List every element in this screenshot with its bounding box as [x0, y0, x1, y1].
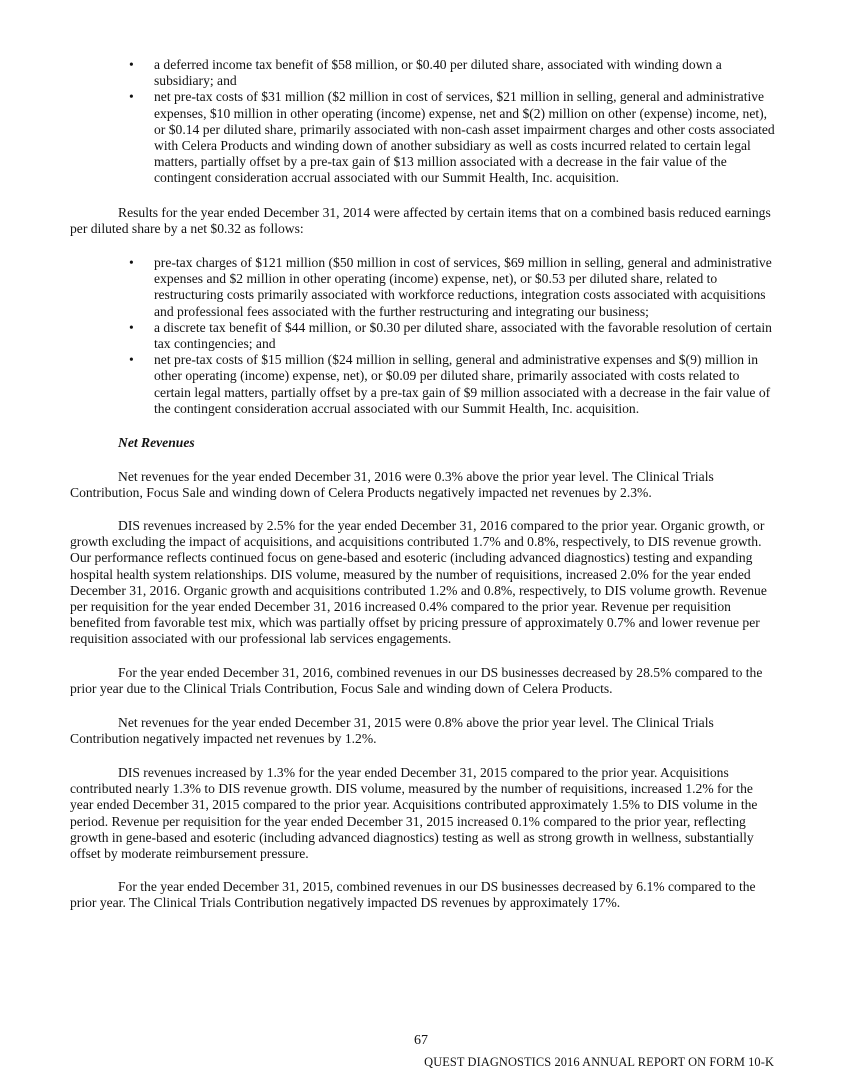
bullet-item: [129, 57, 779, 89]
bullet-item: [129, 352, 779, 417]
bullet-mark: •: [129, 57, 134, 72]
page-number: 67: [414, 1033, 428, 1048]
bullet-mark: •: [129, 255, 134, 270]
bullet-text: pre-tax charges of $121 million ($50 million in cost of services, $69 million in selling, general and administrative expenses and $2 million in other operating (income) expense, net), or $0.53 per diluted share, related to restructuring costs primarily associated with workforce reductions, integration costs associated with acquisitions and professional fees associated with the further restructuring and integrating our business;: [154, 255, 772, 319]
bullet-text: net pre-tax costs of $15 million ($24 million in selling, general and administrative expenses and $(9) million in other operating (income) expense, net), or $0.09 per diluted share, primarily associated with costs related to certain legal matters, partially offset by a pre-tax gain of $9 million associated with a decrease in the fair value of the contingent consideration accrual associated with our Summit Health, Inc. acquisition.: [154, 352, 771, 416]
bullet-text: net pre-tax costs of $31 million ($2 million in cost of services, $21 million in selling, general and administrative expenses, $10 million in other operating (income) expense, net and $(2) million on other (expense) income, net), or $0.14 per diluted share, primarily associated with non-cash asset impairment charges and other costs associated with Celera Products and winding down of another subsidiary as well as costs incurred related to certain legal matters, partially offset by a pre-tax gain of $13 million associated with a decrease in the fair value of the contingent consideration accrual associated with our Summit Health, Inc. acquisition.: [154, 89, 775, 186]
paragraph: Net revenues for the year ended December 31, 2016 were 0.3% above the prior year level. The Clinical Trials Contribution, Focus Sale and winding down of Celera Products negatively impacted net revenues by 2.3%.: [70, 469, 714, 501]
bullet-mark: •: [129, 319, 134, 335]
bullet-item: [129, 320, 779, 352]
paragraph: For the year ended December 31, 2015, combined revenues in our DS businesses decreased by 6.1% compared to the prior year. The Clinical Trials Contribution negatively impacted DS revenues by approximately 17%.: [70, 879, 756, 911]
bullet-text: a deferred income tax benefit of $58 million, or $0.40 per diluted share, associated with winding down a subsidiary; and: [154, 57, 722, 89]
bullet-item: [129, 255, 779, 320]
paragraph: Net revenues for the year ended December 31, 2015 were 0.8% above the prior year level. The Clinical Trials Contribution negatively impacted net revenues by 1.2%.: [70, 715, 714, 747]
bullet-text: a discrete tax benefit of $44 million, or $0.30 per diluted share, associated with the favorable resolution of certain tax contingencies; and: [154, 319, 772, 352]
paragraph: For the year ended December 31, 2016, combined revenues in our DS businesses decreased by 28.5% compared to the prior year due to the Clinical Trials Contribution, Focus Sale and winding down of Celera Products.: [70, 665, 763, 697]
bullet-mark: •: [129, 89, 134, 105]
bullet-list-top: [129, 57, 779, 187]
intro-2014-paragraph: Results for the year ended December 31, 2014 were affected by certain items that on a combined basis reduced earnings per diluted share by a net $0.32 as follows:: [70, 205, 771, 237]
bullet-list-2014: [129, 255, 779, 417]
section-heading: Net Revenues: [118, 435, 195, 450]
paragraph: DIS revenues increased by 1.3% for the year ended December 31, 2015 compared to the prior year. Acquisitions contributed nearly 1.3% to DIS revenue growth. DIS volume, measured by the number of requisitions, increased 1.2% for the year ended December 31, 2015 compared to the prior year. Acquisitions contributed approximately 1.5% to DIS volume in the period. Revenue per requisition for the year ended December 31, 2015 increased 0.1% compared to the prior year, reflecting growth in gene-based and esoteric (including advanced diagnostics) testing as well as strong growth in wellness, substantially offset by moderate reimbursement pressure.: [70, 765, 758, 862]
paragraph: DIS revenues increased by 2.5% for the year ended December 31, 2016 compared to the prior year. Organic growth, or growth excluding the impact of acquisitions, and acquisitions contributed 1.7% and 0.8%, respectively, to DIS revenue growth. Our performance reflects continued focus on gene-based and esoteric (including advanced diagnostics) testing and expanding hospital health system relationships. DIS volume, measured by the number of requisitions, increased 2.0% for the year ended December 31, 2016. Organic growth and acquisitions contributed 1.2% and 0.8%, respectively, to DIS volume growth. Revenue per requisition for the year ended December 31, 2016 increased 0.4% compared to the prior year. Revenue per requisition benefited from favorable test mix, which was partially offset by pricing pressure of approximately 0.7% and lower revenue per requisition associated with our professional lab services engagements.: [70, 518, 767, 647]
page-footer: QUEST DIAGNOSTICS 2016 ANNUAL REPORT ON FORM 10-K: [424, 1055, 774, 1069]
bullet-item: [129, 89, 779, 186]
bullet-mark: •: [129, 352, 134, 368]
